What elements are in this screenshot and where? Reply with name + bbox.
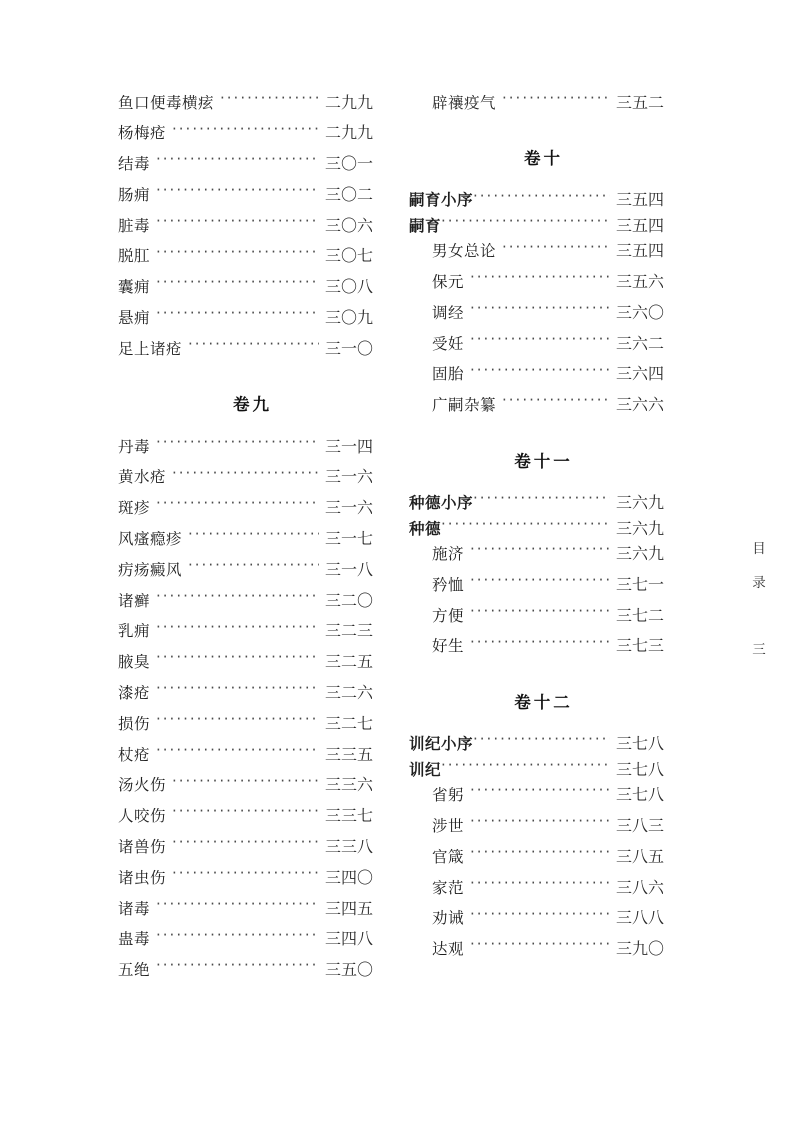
toc-dot-leader [156,184,319,200]
toc-entry[interactable] [118,775,387,806]
toc-entry[interactable] [118,652,387,683]
toc-dot-leader [156,960,319,976]
toc-entry-page-number: 三七一 [616,574,665,594]
toc-entry-page-number: 三五二 [616,92,665,112]
toc-entry-title: 杨梅疮 [118,124,167,143]
toc-entry-page-number: 三五〇 [325,960,374,980]
toc-entry[interactable] [409,302,678,333]
toc-entry-title: 杖疮 [118,745,151,764]
toc-dot-leader [172,867,319,883]
toc-entry-page-number: 三六二 [616,333,665,353]
toc-entry[interactable] [118,621,387,652]
toc-entry-title: 肠痈 [118,185,151,204]
toc-entry[interactable] [118,338,387,369]
toc-entry-title: 种德 [409,519,442,538]
toc-entry-title: 漆疮 [118,684,151,703]
toc-entry-title: 结毒 [118,155,151,174]
toc-entry[interactable] [118,123,387,154]
toc-entry[interactable] [118,744,387,775]
toc-entry[interactable] [118,246,387,277]
toc-entry-title: 达观 [432,940,465,959]
toc-entry[interactable] [409,518,678,544]
toc-column-right [409,92,678,991]
toc-entry-title: 诸虫伤 [118,868,167,887]
toc-entry[interactable] [118,498,387,529]
toc-entry[interactable] [118,590,387,621]
volume-heading: 卷十 [524,148,563,168]
toc-entry-title: 诸毒 [118,899,151,918]
toc-dot-leader [470,605,610,621]
toc-entry-title: 脏毒 [118,216,151,235]
toc-entry-page-number: 二九九 [325,123,374,143]
toc-entry[interactable] [409,92,678,123]
toc-entry[interactable] [118,559,387,590]
toc-dot-leader [470,272,610,288]
toc-entry-page-number: 三六九 [616,544,665,564]
toc-entry[interactable] [409,846,678,877]
toc-entry[interactable] [409,493,678,519]
toc-entry-page-number: 三四五 [325,898,374,918]
toc-entry-page-number: 三七八 [616,785,665,805]
toc-entry-title: 腋臭 [118,653,151,672]
toc-entry-title: 家范 [432,878,465,897]
toc-entry[interactable] [409,759,678,785]
toc-entry[interactable] [118,683,387,714]
toc-dot-leader [502,92,610,108]
toc-entry-title: 黄水疮 [118,468,167,487]
toc-entry-title: 疠疡癜风 [118,560,183,579]
toc-dot-leader [470,636,610,652]
toc-entry-page-number: 三一六 [325,467,374,487]
toc-entry-page-number: 三三五 [325,744,374,764]
toc-dot-leader [470,816,610,832]
toc-columns [118,92,678,991]
toc-entry-page-number: 三四〇 [325,867,374,887]
toc-entry[interactable] [118,154,387,185]
toc-dot-leader [156,277,319,293]
toc-entry-title: 脱肛 [118,247,151,266]
toc-entry-page-number: 三六四 [616,364,665,384]
toc-dot-leader [470,785,610,801]
toc-dot-leader [470,364,610,380]
toc-entry-page-number: 三一七 [325,529,374,549]
toc-entry-page-number: 三〇六 [325,215,374,235]
toc-entry[interactable] [409,908,678,939]
toc-entry-page-number: 三二六 [325,683,374,703]
toc-entry-title: 男女总论 [432,242,497,261]
toc-entry[interactable] [118,867,387,898]
toc-dot-leader [172,123,319,139]
toc-entry-page-number: 三四八 [325,929,374,949]
margin-label-char-1: 目 [752,541,766,557]
toc-entry-page-number: 三七八 [616,759,665,779]
toc-dot-leader [470,544,610,560]
toc-entry-page-number: 三五四 [616,190,665,210]
toc-dot-leader [156,308,319,324]
toc-dot-leader [172,775,319,791]
toc-entry[interactable] [409,190,678,216]
toc-dot-leader [473,190,610,206]
toc-dot-leader [156,590,319,606]
toc-entry-title: 训纪小序 [409,735,474,754]
toc-dot-leader [441,759,610,775]
toc-dot-leader [172,837,319,853]
toc-entry-page-number: 三九〇 [616,939,665,959]
toc-entry-title: 蛊毒 [118,930,151,949]
toc-dot-leader [156,713,319,729]
margin-page-number: 三 [752,642,766,658]
toc-entry[interactable] [409,215,678,241]
toc-entry-title: 嗣育 [409,216,442,235]
toc-entry[interactable] [118,960,387,991]
toc-entry-page-number: 三三七 [325,806,374,826]
toc-entry-page-number: 三〇七 [325,246,374,266]
toc-dot-leader [156,154,319,170]
toc-entry[interactable] [409,877,678,908]
toc-dot-leader [172,806,319,822]
toc-dot-leader [188,338,319,354]
toc-entry-page-number: 二九九 [325,92,374,112]
toc-dot-leader [220,92,319,108]
toc-dot-leader [188,559,319,575]
toc-entry[interactable] [409,395,678,426]
toc-entry-title: 方便 [432,606,465,625]
toc-dot-leader [470,939,610,955]
toc-entry-title: 鱼口便毒横痃 [118,93,215,112]
toc-dot-leader [188,529,319,545]
toc-entry[interactable] [409,364,678,395]
toc-entry[interactable] [409,785,678,816]
toc-entry[interactable] [118,308,387,339]
toc-entry-page-number: 三七八 [616,734,665,754]
toc-column-left [118,92,387,991]
toc-entry-page-number: 三一〇 [325,338,374,358]
toc-dot-leader [441,518,610,534]
toc-entry-page-number: 三〇九 [325,308,374,328]
toc-entry-title: 嗣育小序 [409,191,474,210]
volume-heading: 卷九 [233,395,272,415]
toc-entry-page-number: 三五六 [616,272,665,292]
toc-entry-page-number: 三八六 [616,877,665,897]
toc-entry-page-number: 三〇二 [325,184,374,204]
toc-dot-leader [156,436,319,452]
toc-entry-title: 诸兽伤 [118,838,167,857]
toc-entry-page-number: 三一六 [325,498,374,518]
toc-entry-title: 乳痈 [118,622,151,641]
toc-dot-leader [470,333,610,349]
toc-entry-page-number: 三二五 [325,652,374,672]
margin-label-char-2: 录 [752,575,766,591]
toc-dot-leader [473,734,610,750]
toc-entry-page-number: 三六六 [616,395,665,415]
toc-entry-page-number: 三五四 [616,241,665,261]
toc-entry[interactable] [409,605,678,636]
toc-entry[interactable] [118,929,387,960]
toc-entry-title: 好生 [432,637,465,656]
toc-dot-leader [470,908,610,924]
toc-entry-page-number: 三六九 [616,493,665,513]
toc-entry-title: 足上诸疮 [118,339,183,358]
toc-dot-leader [156,744,319,760]
toc-entry[interactable] [118,436,387,467]
toc-entry[interactable] [118,277,387,308]
toc-entry-title: 风瘙瘾疹 [118,530,183,549]
toc-entry-title: 种德小序 [409,494,474,513]
toc-entry-page-number: 三八八 [616,908,665,928]
toc-entry-page-number: 三六〇 [616,302,665,322]
toc-entry[interactable] [118,898,387,929]
toc-entry[interactable] [409,241,678,272]
toc-entry-page-number: 三二七 [325,713,374,733]
toc-dot-leader [470,846,610,862]
toc-entry[interactable] [409,272,678,303]
toc-entry[interactable] [118,713,387,744]
toc-entry[interactable] [118,837,387,868]
volume-heading: 卷十二 [514,692,573,712]
toc-entry-title: 囊痈 [118,278,151,297]
toc-dot-leader [473,493,610,509]
toc-dot-leader [502,241,610,257]
toc-entry-page-number: 三三八 [325,837,374,857]
toc-entry[interactable] [409,734,678,760]
toc-entry[interactable] [118,806,387,837]
toc-entry-page-number: 三二三 [325,621,374,641]
toc-entry[interactable] [118,215,387,246]
toc-entry-title: 训纪 [409,760,442,779]
toc-dot-leader [156,215,319,231]
toc-dot-leader [156,652,319,668]
toc-dot-leader [156,898,319,914]
toc-entry[interactable] [409,574,678,605]
toc-entry-title: 损伤 [118,714,151,733]
toc-entry-title: 汤火伤 [118,776,167,795]
page-margin-label [746,532,772,660]
toc-entry-page-number: 三三六 [325,775,374,795]
toc-entry-title: 调经 [432,303,465,322]
toc-entry-page-number: 三一八 [325,559,374,579]
toc-dot-leader [470,302,610,318]
toc-entry[interactable] [118,184,387,215]
toc-dot-leader [502,395,610,411]
toc-entry-page-number: 三七三 [616,636,665,656]
toc-entry-page-number: 三一四 [325,436,374,456]
toc-entry[interactable] [409,636,678,667]
toc-dot-leader [470,574,610,590]
toc-entry-title: 保元 [432,273,465,292]
toc-entry-title: 诸癣 [118,591,151,610]
toc-entry[interactable] [409,544,678,575]
toc-entry[interactable] [118,529,387,560]
volume-heading: 卷十一 [514,451,573,471]
toc-entry-title: 人咬伤 [118,807,167,826]
toc-entry[interactable] [118,92,387,123]
toc-entry-title: 悬痈 [118,309,151,328]
toc-entry-title: 省躬 [432,786,465,805]
toc-dot-leader [156,498,319,514]
toc-entry-page-number: 三五四 [616,215,665,235]
toc-entry-page-number: 三八三 [616,816,665,836]
toc-dot-leader [441,215,610,231]
toc-entry[interactable] [118,467,387,498]
toc-dot-leader [470,877,610,893]
toc-entry-title: 劝诫 [432,909,465,928]
toc-entry-title: 涉世 [432,817,465,836]
toc-entry[interactable] [409,333,678,364]
toc-dot-leader [172,467,319,483]
toc-entry-title: 五绝 [118,961,151,980]
toc-entry-title: 广嗣杂纂 [432,396,497,415]
toc-entry-title: 施济 [432,545,465,564]
toc-entry-page-number: 三二〇 [325,590,374,610]
toc-dot-leader [156,683,319,699]
toc-entry-title: 矜恤 [432,575,465,594]
toc-entry-title: 固胎 [432,365,465,384]
toc-dot-leader [156,929,319,945]
toc-entry-page-number: 三六九 [616,518,665,538]
toc-entry-title: 辟禳疫气 [432,93,497,112]
toc-entry[interactable] [409,816,678,847]
toc-entry[interactable] [409,939,678,970]
toc-entry-page-number: 三〇一 [325,154,374,174]
toc-entry-title: 官箴 [432,847,465,866]
toc-entry-page-number: 三八五 [616,846,665,866]
toc-entry-title: 斑疹 [118,499,151,518]
toc-dot-leader [156,246,319,262]
toc-entry-title: 丹毒 [118,437,151,456]
toc-entry-title: 受妊 [432,334,465,353]
toc-dot-leader [156,621,319,637]
toc-entry-page-number: 三七二 [616,605,665,625]
toc-entry-page-number: 三〇八 [325,277,374,297]
